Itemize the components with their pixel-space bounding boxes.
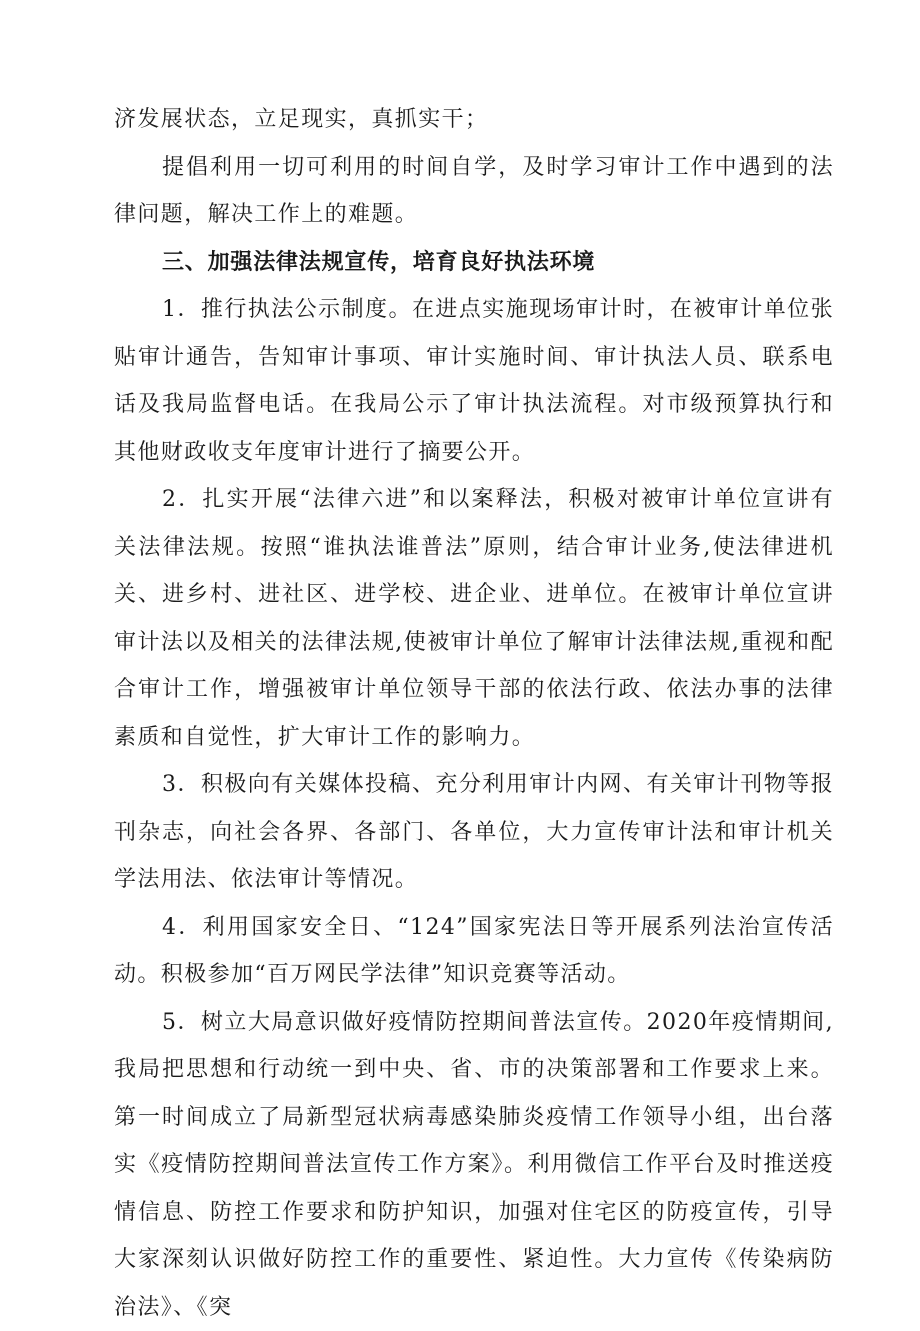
paragraph-item-3: 3．积极向有关媒体投稿、充分利用审计内网、有关审计刊物等报刊杂志，向社会各界、各部门、各单位，大力宣传审计法和审计机关学法用法、依法审计等情况。	[114, 761, 834, 904]
paragraph-item-2: 2．扎实开展“法律六进”和以案释法，积极对被审计单位宣讲有关法律法规。按照“谁执法谁普法”原则，结合审计业务,使法律进机关、进乡村、进社区、进学校、进企业、进单位。在被审计单位宣讲审计法以及相关的法律法规,使被审计单位了解审计法律法规,重视和配合审计工作，增强被审计单位领导干部的依法行政、依法办事的法律素质和自觉性，扩大审计工作的影响力。	[114, 476, 834, 761]
paragraph-continuation: 济发展状态，立足现实，真抓实干；	[114, 96, 834, 144]
document-body	[114, 96, 834, 1331]
paragraph-item-1: 1．推行执法公示制度。在进点实施现场审计时，在被审计单位张贴审计通告，告知审计事项、审计实施时间、审计执法人员、联系电话及我局监督电话。在我局公示了审计执法流程。对市级预算执行和其他财政收支年度审计进行了摘要公开。	[114, 286, 834, 476]
paragraph-item-5: 5．树立大局意识做好疫情防控期间普法宣传。2020年疫情期间,我局把思想和行动统一到中央、省、市的决策部署和工作要求上来。第一时间成立了局新型冠状病毒感染肺炎疫情工作领导小组，出台落实《疫情防控期间普法宣传工作方案》。利用微信工作平台及时推送疫情信息、防控工作要求和防护知识，加强对住宅区的防疫宣传，引导大家深刻认识做好防控工作的重要性、紧迫性。大力宣传《传染病防治法》、《突	[114, 999, 834, 1331]
section-heading-3: 三、加强法律法规宣传，培育良好执法环境	[114, 239, 834, 287]
paragraph-item-4: 4．利用国家安全日、“124”国家宪法日等开展系列法治宣传活动。积极参加“百万网民学法律”知识竞赛等活动。	[114, 904, 834, 999]
paragraph-self-study: 提倡利用一切可利用的时间自学，及时学习审计工作中遇到的法律问题，解决工作上的难题。	[114, 144, 834, 239]
